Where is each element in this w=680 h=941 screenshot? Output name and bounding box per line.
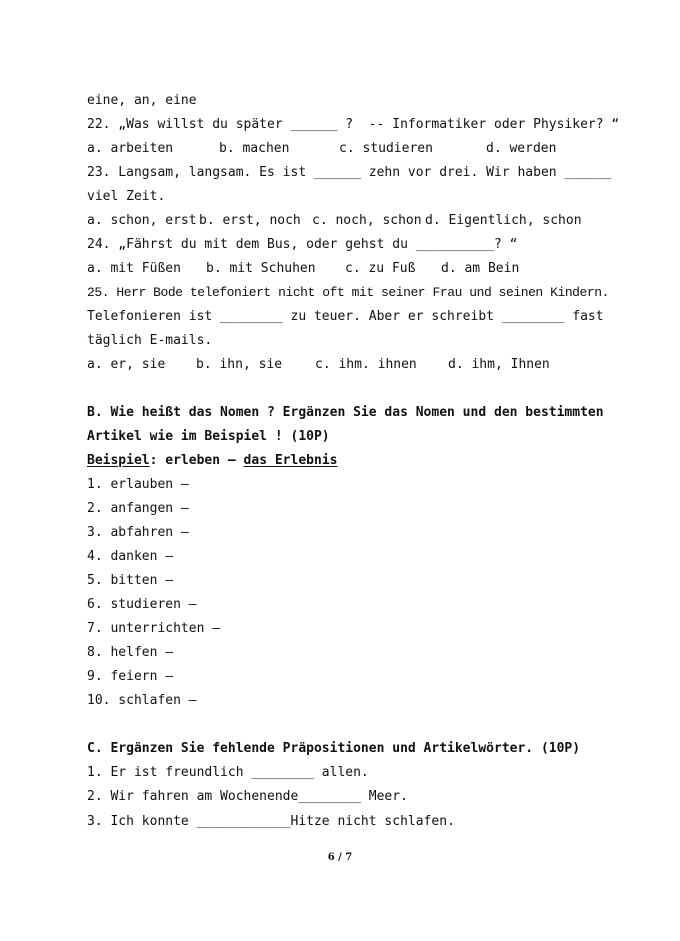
section-b-heading-line2: Artikel wie im Beispiel ! (10P)	[87, 429, 330, 444]
q24-option-c: c. zu Fuß	[345, 261, 416, 276]
section-b-heading-line1: B. Wie heißt das Nomen ? Ergänzen Sie das Nomen und den bestimmten	[87, 405, 604, 420]
q23-question-line1: 23. Langsam, langsam. Es ist ______ zehn vor drei. Wir haben ______	[87, 165, 612, 180]
q23-option-d: d. Eigentlich, schon	[425, 213, 582, 228]
example-label: Beispiel	[87, 453, 150, 468]
section-b-item: 3. abfahren —	[87, 525, 189, 540]
q25-option-d: d. ihm, Ihnen	[448, 357, 550, 372]
q24-question: 24. „Fährst du mit dem Bus, oder gehst du __________? “	[87, 237, 518, 252]
q22-option-c: c. studieren	[339, 141, 433, 156]
q25-option-b: b. ihn, sie	[196, 357, 283, 372]
section-b-item: 7. unterrichten —	[87, 621, 221, 636]
example-text: : erleben —	[149, 453, 244, 468]
q23-option-c: c. noch, schon	[312, 213, 422, 228]
q24-option-d: d. am Bein	[441, 261, 520, 276]
section-b-item: 10. schlafen —	[87, 693, 197, 708]
section-b-item: 8. helfen —	[87, 645, 174, 660]
q25-question-line3: täglich E-mails.	[87, 333, 213, 348]
q22-question: 22. „Was willst du später ______ ? -- Informatiker oder Physiker? “	[87, 117, 620, 132]
page-number: 6 / 7	[327, 852, 353, 863]
section-b-item: 4. danken —	[87, 549, 174, 564]
section-c-item: 3. Ich konnte ____________Hitze nicht schlafen.	[87, 814, 455, 829]
q25-question-line2: Telefonieren ist ________ zu teuer. Aber er schreibt ________ fast	[87, 309, 604, 324]
section-b-item: 2. anfangen —	[87, 501, 189, 516]
section-c-heading: C. Ergänzen Sie fehlende Präpositionen und Artikelwörter. (10P)	[87, 741, 581, 756]
q25-option-c: c. ihm. ihnen	[315, 357, 417, 372]
section-b-example	[87, 453, 337, 469]
example-answer: das Erlebnis	[243, 453, 338, 468]
section-b-item: 5. bitten —	[87, 573, 174, 588]
q21-answer-line: eine, an, eine	[87, 93, 197, 108]
section-c-item: 1. Er ist freundlich ________ allen.	[87, 765, 369, 780]
section-b-item: 6. studieren —	[87, 597, 197, 612]
q22-option-d: d. werden	[486, 141, 557, 156]
q22-option-a: a. arbeiten	[87, 141, 174, 156]
section-b-item: 1. erlauben —	[87, 477, 189, 492]
q23-option-b: b. erst, noch	[199, 213, 301, 228]
q22-option-b: b. machen	[219, 141, 290, 156]
q24-option-b: b. mit Schuhen	[206, 261, 316, 276]
q24-option-a: a. mit Füßen	[87, 261, 181, 276]
q23-question-line2: viel Zeit.	[87, 189, 166, 204]
q25-question-line1: 25. Herr Bode telefoniert nicht oft mit seiner Frau und seinen Kindern.	[87, 285, 609, 300]
section-b-item: 9. feiern —	[87, 669, 174, 684]
q25-option-a: a. er, sie	[87, 357, 166, 372]
section-c-item: 2. Wir fahren am Wochenende________ Meer.	[87, 789, 408, 804]
q23-option-a: a. schon, erst	[87, 213, 197, 228]
